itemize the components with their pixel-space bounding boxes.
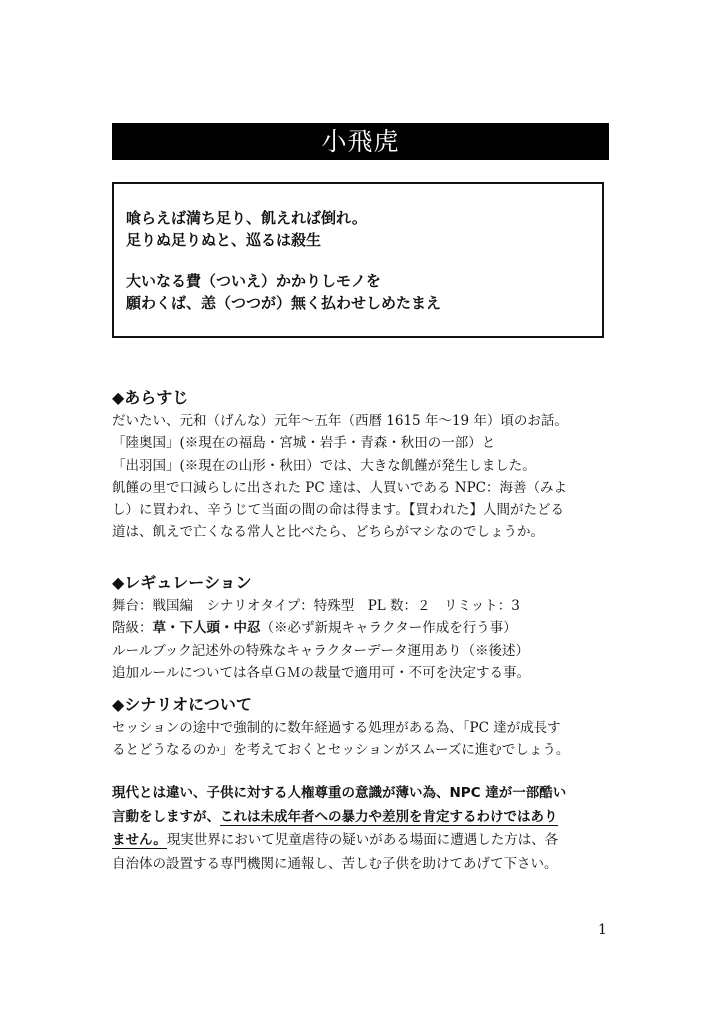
about-section: [112, 693, 607, 762]
synopsis-heading: ◆あらすじ: [112, 388, 189, 407]
synopsis-section: [112, 386, 607, 544]
paragraph-line: セッションの途中で強制的に数年経過する処理がある為、「PC 達が成長す: [112, 720, 561, 736]
paragraph-line: 飢饉の里で口減らしに出された PC 達は、人買いである NPC：海善（みよ: [112, 479, 568, 496]
warning-line: [112, 829, 607, 853]
verse-box: [112, 182, 604, 338]
warning-line: [112, 806, 607, 830]
synopsis-body: [112, 410, 607, 544]
regulation-line: 追加ルールについては各卓ＧＭの裁量で適用可・不可を決定する事。: [112, 664, 530, 681]
page-number: 1: [598, 922, 607, 938]
regulation-line: [112, 617, 607, 639]
paragraph-line: だいたい、元和（げんな）元年〜五年（西暦 1615 年〜19 年）頃のお話。: [112, 413, 568, 429]
page-title: 小飛虎: [112, 123, 609, 160]
verse-stanza-2: [126, 270, 602, 314]
warning-line: 現代とは違い、子供に対する人権尊重の意識が薄い為、NPC 達が一部酷い: [112, 785, 567, 801]
rank-values: 草・下人頭・中忍: [152, 620, 261, 637]
rank-note: （※必ず新規キャラクター作成を行う事）: [260, 620, 517, 637]
warning-text: 現実世界において児童虐待の疑いがある場面に遭遇した方は、各: [166, 832, 559, 848]
regulation-line: 舞台：戦国編 シナリオタイプ：特殊型 PL 数：２ リミット：3: [112, 598, 520, 614]
rank-label: 階級：: [112, 620, 153, 637]
warning-underlined-text: ません。: [112, 832, 167, 848]
paragraph-line: るとどうなるのか」を考えておくとセッションがスムーズに進むでしょう。: [112, 742, 570, 759]
verse-line: 大いなる費（ついえ）かかりしモノを: [126, 272, 381, 290]
paragraph-line: 「陸奥国」(※現在の福島・宮城・岩手・青森・秋田の一部）と: [112, 435, 496, 452]
regulation-heading: ◆レギュレーション: [112, 573, 252, 592]
verse-line: 喰らえば満ち足り、飢えれば倒れ。: [126, 209, 367, 227]
verse-stanza-1: [126, 207, 602, 251]
paragraph-line: 「出羽国」(※現在の山形・秋田）では、大きな飢饉が発生しました。: [112, 457, 536, 474]
warning-text: 言動をしますが、: [112, 808, 220, 825]
warning-underlined-text: これは未成年者への暴力や差別を肯定するわけではあり: [220, 808, 558, 825]
paragraph-line: し）に買われ、辛うじて当面の間の命は得ます。【買われた】人間がたどる: [112, 502, 564, 519]
content-warning: [112, 782, 607, 876]
about-heading: ◆シナリオについて: [112, 695, 252, 714]
verse-line: 足りぬ足りぬと、巡るは殺生: [126, 231, 322, 249]
paragraph-line: 道は、飢えで亡くなる常人と比べたら、どちらがマシなのでしょうか。: [112, 524, 544, 541]
regulation-body: [112, 595, 607, 684]
regulation-line: ルールブック記述外の特殊なキャラクターデータ運用あり（※後述）: [112, 642, 530, 659]
warning-line: 自治体の設置する専門機関に通報し、苦しむ子供を助けてあげて下さい。: [112, 855, 558, 872]
about-body: [112, 717, 607, 762]
verse-line: 願わくば、恙（つつが）無く払わせしめたまえ: [126, 294, 442, 312]
regulation-section: [112, 571, 607, 684]
